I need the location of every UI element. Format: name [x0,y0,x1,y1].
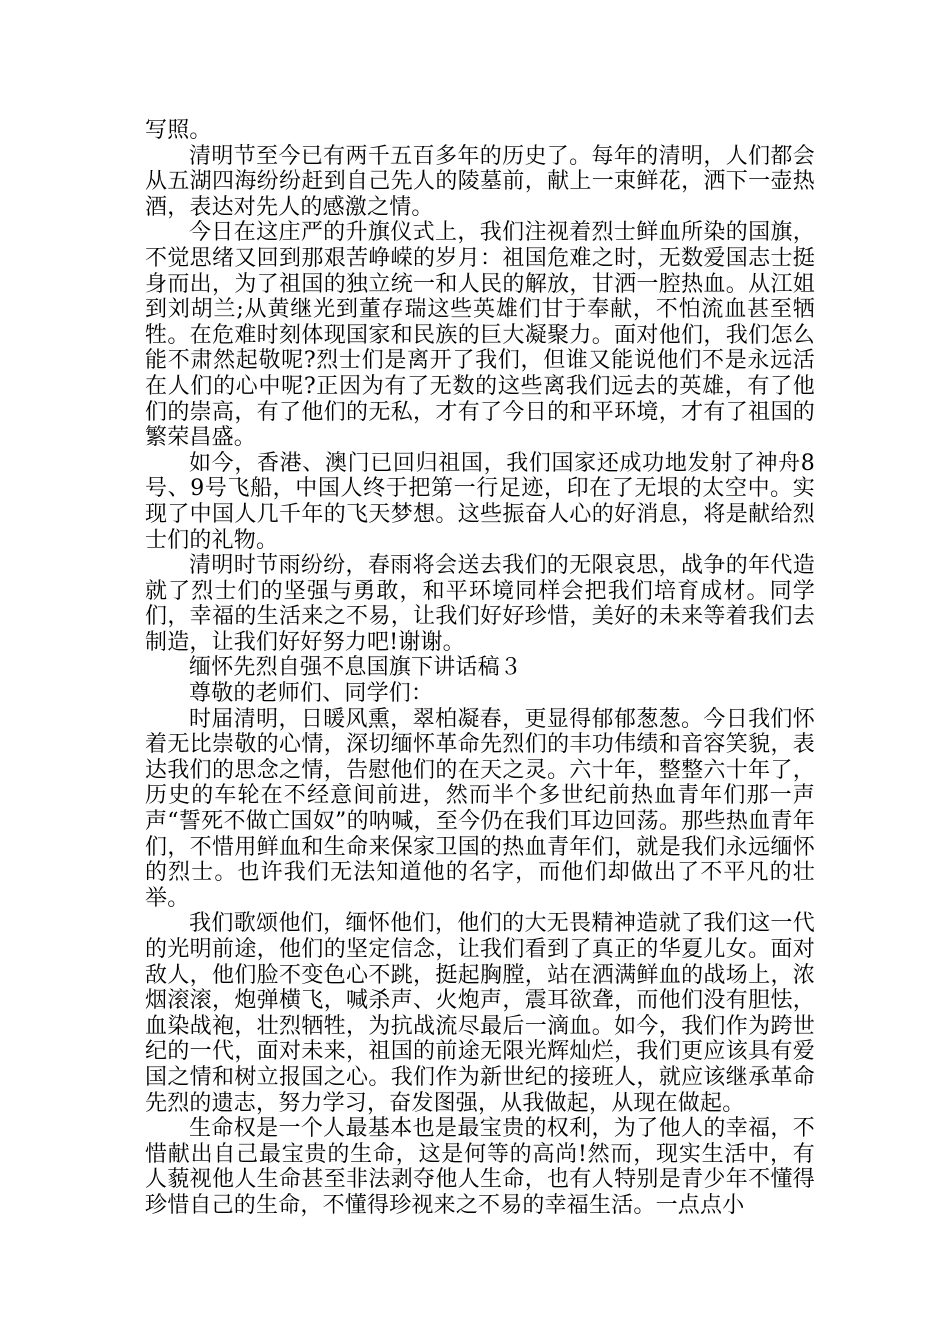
paragraph: 我们歌颂他们，缅怀他们，他们的大无畏精神造就了我们这一代的光明前途，他们的坚定信念，让我们看到了真正的华夏儿女。面对敌人，他们脸不变色心不跳，挺起胸膛，站在洒满鲜血的战场上，浓烟滚滚，炮弹横飞，喊杀声、火炮声，震耳欲聋，而他们没有胆怯，血染战袍，壮烈牺牲，为抗战流尽最后一滴血。如今，我们作为跨世纪的一代，面对未来，祖国的前途无限光辉灿烂，我们更应该具有爱国之情和树立报国之心。我们作为新世纪的接班人，就应该继承革命先烈的遗志，努力学习，奋发图强，从我做起，从现在做起。 [145,911,815,1116]
paragraph: 如今，香港、澳门已回归祖国，我们国家还成功地发射了神舟8号、9号飞船，中国人终于把第一行足迹，印在了无垠的太空中。实现了中国人几千年的飞天梦想。这些振奋人心的好消息，将是献给烈士们的礼物。 [145,450,815,553]
section-heading: 缅怀先烈自强不息国旗下讲话稿３ [189,655,523,681]
paragraph: 今日在这庄严的升旗仪式上，我们注视着烈士鲜血所染的国旗，不觉思绪又回到那艰苦峥嵘的岁月：祖国危难之时，无数爱国志士挺身而出，为了祖国的独立统一和人民的解放，甘洒一腔热血。从江姐到刘胡兰;从黄继光到董存瑞这些英雄们甘于奉献，不怕流血甚至牺牲。在危难时刻体现国家和民族的巨大凝聚力。面对他们，我们怎么能不肃然起敬呢?烈士们是离开了我们，但谁又能说他们不是永远活在人们的心中呢?正因为有了无数的这些离我们远去的英雄，有了他们的崇高，有了他们的无私，才有了今日的和平环境，才有了祖国的繁荣昌盛。 [145,220,815,451]
paragraph: 写照。 [145,118,212,143]
paragraph: 生命权是一个人最基本也是最宝贵的权利，为了他人的幸福，不惜献出自己最宝贵的生命，这是何等的高尚!然而，现实生活中，有人藐视他人生命甚至非法剥夺他人生命，也有人特别是青少年不懂得珍惜自己的生命，不懂得珍视来之不易的幸福生活。一点点小 [145,1116,815,1218]
paragraph: 清明节至今已有两千五百多年的历史了。每年的清明，人们都会从五湖四海纷纷赶到自己先人的陵墓前，献上一束鲜花，洒下一壶热酒，表达对先人的感激之情。 [145,143,815,220]
salutation: 尊敬的老师们、同学们： [189,681,434,707]
paragraph: 清明时节雨纷纷，春雨将会送去我们的无限哀思，战争的年代造就了烈士们的坚强与勇敢，和平环境同样会把我们培育成材。同学们，幸福的生活来之不易，让我们好好珍惜，美好的未来等着我们去制造，让我们好好努力吧!谢谢。 [145,553,815,655]
paragraph: 时届清明，日暖风熏，翠柏凝春，更显得郁郁葱葱。今日我们怀着无比崇敬的心情，深切缅怀革命先烈们的丰功伟绩和音容笑貌，表达我们的思念之情，告慰他们的在天之灵。六十年，整整六十年了，历史的车轮在不经意间前进，然而半个多世纪前热血青年们那一声声“誓死不做亡国奴”的呐喊，至今仍在我们耳边回荡。那些热血青年们，不惜用鲜血和生命来保家卫国的热血青年们，就是我们永远缅怀的烈士。也许我们无法知道他的名字，而他们却做出了不平凡的壮举。 [145,706,815,911]
document-body [145,118,815,1219]
